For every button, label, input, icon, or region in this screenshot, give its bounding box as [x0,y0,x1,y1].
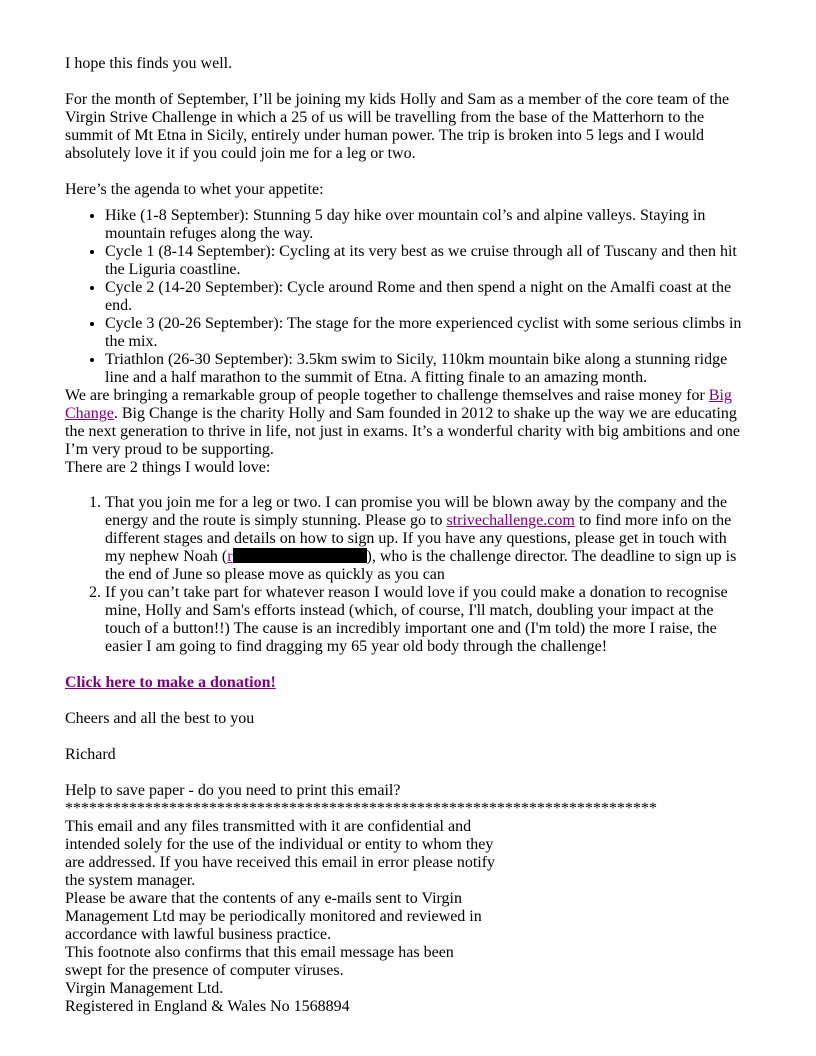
big-change-link[interactable]: Big Change [65,387,732,422]
divider-stars: ************************************************************************** [65,800,657,817]
disclaimer-line: This footnote also confirms that this email message has been [65,944,454,961]
disclaimer-line: swept for the presence of computer viruses. [65,962,344,979]
intro-paragraph: For the month of September, I’ll be joining my kids Holly and Sam as a member of the core team of the Virgin Strive Challenge in which a 25 of us will be travelling from the base of the Matterhorn to the summit of Mt Etna in Sicily, entirely under human power. The trip is broken into 5 legs and I would absolutely love it if you could join me for a leg or two. [65,91,730,162]
ask1-text-mid: to find more info on the different stages and details on how to sign up. If you have any questions, please get in touch with my nephew Noah ( [105,512,732,565]
disclaimer-line: Please be aware that the contents of any e-mails sent to Virgin [65,890,462,907]
disclaimer-line: intended solely for the use of the individual or entity to whom they [65,836,494,853]
charity-text-pre: We are bringing a remarkable group of people together to challenge themselves and raise money for [65,387,709,404]
company-name: Virgin Management Ltd. [65,980,224,997]
ask1-text-pre: That you join me for a leg or two. I can promise you will be blown away by the company and the energy and the route is simply stunning. Please go to [105,494,728,529]
agenda-item-cycle-2: • Cycle 2 (14-20 September): Cycle around Rome and then spend a night on the Amalfi coast at the end. [105,279,749,315]
disclaimer-line: Management Ltd may be periodically monitored and reviewed in [65,908,482,925]
disclaimer-line: are addressed. If you have received this email in error please notify [65,854,496,871]
ask-list [65,494,749,656]
agenda-item-hike: • Hike (1-8 September): Stunning 5 day hike over mountain col’s and alpine valleys. Staying in mountain refuges along the way. [105,207,749,243]
charity-paragraph [65,387,749,459]
disclaimer-line: accordance with lawful business practice. [65,926,332,943]
ask1-text-post: ), who is the challenge director. The deadline to sign up is the end of June so please move as quickly as you can [105,548,737,583]
email-body [65,55,749,1016]
redaction-bar [233,548,367,563]
email-link-fragment[interactable]: r [227,548,233,565]
strivechallenge-link[interactable]: strivechallenge.com [446,512,575,529]
signoff-line: Cheers and all the best to you [65,710,255,727]
agenda-list [65,207,749,387]
ask-item-donate: 2. If you can’t take part for whatever reason I would love if you could make a donation to recognise mine, Holly and Sam's efforts instead (which, of course, I'll match, doubling your impact at the touch of a button!!) The cause is an incredibly important one and (I'm told) the more I raise, the easier I am going to find dragging my 65 year old body through the challenge! [105,584,749,656]
two-things-line: There are 2 things I would love: [65,459,271,476]
donate-link[interactable]: Click here to make a donation! [65,674,276,691]
agenda-intro: Here’s the agenda to whet your appetite: [65,181,324,198]
greeting-line: I hope this finds you well. [65,55,233,72]
charity-text-post: . Big Change is the charity Holly and Sam founded in 2012 to shake up the way we are educating the next generation to thrive in life, not just in exams. It’s a wonderful charity with big ambitions and one I’m very proud to be supporting. [65,405,740,458]
agenda-item-cycle-1: • Cycle 1 (8-14 September): Cycling at its very best as we cruise through all of Tuscany and then hit the Liguria coastline. [105,243,749,279]
disclaimer-line: This email and any files transmitted with it are confidential and [65,818,472,835]
donate-paragraph [65,674,749,692]
agenda-item-triathlon: • Triathlon (26-30 September): 3.5km swim to Sicily, 110km mountain bike along a stunning ridge line and a half marathon to the summit of Etna. A fitting finale to an amazing month. [105,351,749,387]
registration-number: Registered in England & Wales No 1568894 [65,998,350,1015]
ask-item-join [105,494,749,584]
print-note: Help to save paper - do you need to print this email? [65,782,401,799]
agenda-item-cycle-3: • Cycle 3 (20-26 September): The stage for the more experienced cyclist with some serious climbs in the mix. [105,315,749,351]
disclaimer-line: the system manager. [65,872,196,889]
signature: Richard [65,746,116,763]
